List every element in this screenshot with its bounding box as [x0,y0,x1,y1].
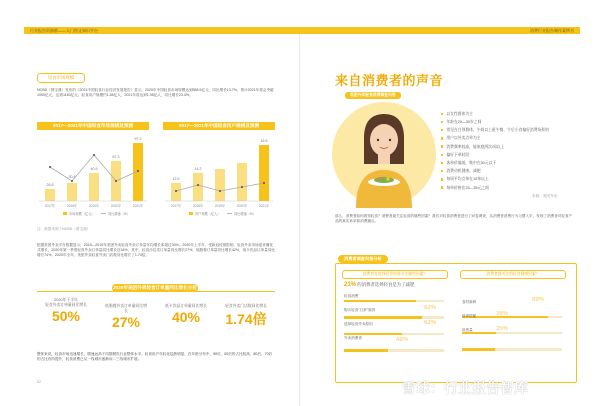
chart2-xtick: 2019年 [214,204,226,208]
stat-value: 50% [51,308,81,324]
q1-item-label: 购买轻食“日常”原因 [344,308,376,312]
profile-item: 以女性群体为主 [441,110,571,118]
consumer-profile-list [441,110,571,192]
header-right-label: 消费行业报告制作案例书 [530,28,574,33]
chart2-legend: 同比增速（%） [234,212,256,216]
stat-text: 轻食外卖订单量同比增长 [45,303,87,307]
stat-text: 轻食外卖门店数同比增长 [225,304,267,308]
chart2-xtick: 2018年 [192,204,204,208]
q2-item-label: 营养搭配 [462,314,477,318]
q2-pct: 89% [532,297,545,303]
chart1-xtick: 2021年 [132,204,144,208]
q2-item-label: 低热量 [462,328,473,332]
chart2-label: 14.2 [194,167,202,171]
stat-text: 低卡饮品订单量同比增长 [165,304,207,308]
chart1-legend: 市场规模（亿元） [69,212,95,216]
chart2-bar [237,163,247,201]
survey-analysis-label: 消费者调查问卷分析 [344,256,382,261]
chart2-title: 2017—2021年中国轻食用户规模及预测 [163,122,275,130]
stat-card [217,304,275,329]
chart1-xtick: 2020年 [110,204,122,208]
q2-bar [462,348,562,350]
profile-item: 偏好下单时段 [441,151,571,159]
profile-item: 每周平均点单在10单以上 [441,175,571,183]
q1-item-label: 选择轻食外卖原因 [344,322,373,326]
q1-lead-text: 的消费者选择轻食是为了减肥 [357,282,415,287]
q2-item-label: 食材新鲜 [462,300,477,304]
chart2-bar [215,169,225,201]
q1-item-label: 外卖消费者 [344,336,362,340]
chart1-bar [67,183,77,201]
profile-item: 年龄在20—30岁之间 [441,118,571,126]
chart1-label: 26.8 [46,183,54,187]
stats-title: 2020年美团外卖轻食订单量同比增长分析 [113,285,197,290]
chart1-title: 2017—2021年中国轻食市场规模及预测 [37,122,149,130]
q1-item-label: 轻食消费 [344,294,359,298]
profile-item: 消费动机健康、减肥 [441,167,571,175]
q1-title-box [342,270,448,279]
right-body-paragraph: 那么，消费者如何看待轻食？消费者最关注轻食的哪些因素？我们对轻食消费者进行了问卷调查，从消费者消费行为习惯入手，发现了消费者对轻食产品的真实诉求和消费痛点。 [335,214,573,223]
intro-paragraph: NCBD（餐宝典）发布的《2021中国轻食行业经济发展报告》显示，2020年中国轻食市场规模达到958.5亿元，同比增长13.7%，预计2021年将会突破1000亿元，达到1163亿元。轻食用户规模约1.58亿人，2021年将达到1.95亿人，同比增长23.4%。 [37,88,274,97]
chart1-label: 40.5 [90,167,98,171]
stat-card [37,298,95,324]
profile-item: 常见在白领群体，午间以上班午餐、午后小食偏好消费场景的 [441,126,571,134]
q1-pct: 62% [424,320,437,326]
q1-bar [344,300,444,302]
q2-bar-fill [462,348,495,350]
chart1-bar [89,173,99,201]
header-left-bar [24,27,304,34]
chart1-xtick: 2019年 [88,204,100,208]
stat-card [157,304,215,325]
page-number: 52 [37,380,41,384]
chart1-label: 30.4 [68,175,76,179]
stat-value: 1.74倍 [225,311,267,327]
stat-head: 2020年下半年 [54,298,78,302]
page-fold [299,34,301,406]
q2-title: 消费者最关注的轻食健康因素？ [486,272,540,276]
chart2 [163,133,275,221]
stat-card [97,304,155,330]
q1-pct: 82% [424,305,437,311]
q1-bar-fill [344,300,416,302]
body-paragraph-2: 根据美团外卖平台数据显示，2015—2019年美团外卖轻食外卖订单量年均增长率超过30%。2020年上半年，受新冠疫情影响，轻食外卖市场迎来爆发式增长，2020年第一季度轻食外卖订单量同比增长近34%，其中，轻食沙拉类订单量同比增长27%，低脂餐订单量同比增长42%，低卡饮品订单量同比增长74%。2020年全年，美团外卖轻食外卖门店数同比增长了1.74倍。 [37,243,276,257]
q2-bar [462,332,562,334]
stats-panel [37,291,275,346]
profile-item: 客单价偏低，集中在30元以下 [441,159,571,167]
chart2-legend: 用户规模（亿人） [195,212,221,216]
chart2-bar [193,173,203,201]
chart1 [37,133,149,221]
q1-bar-fill [344,349,388,351]
q2-pct: 35% [496,326,509,332]
chart1-xtick: 2017年 [44,204,56,208]
q1-bar [344,333,444,335]
q1-lead [344,282,414,288]
survey-subtitle-text: 美团外卖轻食消费调查问卷 [350,93,396,97]
closing-paragraph: 整体来说，轻食市场迅速增长，增速远高于同期餐饮行业整体水平。轻食用户年轻化趋势明显，在年龄分布中，90后、00后的占比较高，80后、70后的占比有所提升，轻食消费已从一线城市逐渐向二三线城市扩展。 [37,352,273,361]
chart-source-note: 注：数据来源于NCBD（餐宝典） [37,227,91,231]
q1-bar [344,349,444,351]
chart2-xtick: 2017年 [170,204,182,208]
chart1-xtick: 2018年 [66,204,78,208]
header-right-bar [300,27,580,34]
profile-item: 用户以外卖点单为主 [441,134,571,142]
q1-bar-fill [344,316,422,318]
section-pill: 轻食市场规模 [37,73,85,83]
q1-title: 消费者在选择轻食时最关注哪些因素？ [362,272,428,276]
chart1-bar [45,189,55,201]
chart2-label: 12.5 [172,177,180,181]
profile-caption: 来源：美团外卖 [532,194,558,198]
q2-bar [462,316,562,318]
chart2-bar [259,145,269,201]
q1-pct: 48% [396,337,409,343]
profile-item: 每单价格在25—35元之间 [441,184,571,192]
survey-panel [335,263,577,383]
q1-bar-fill [344,333,402,335]
stat-value: 40% [171,309,201,325]
stat-text: 低脂餐外卖订单量同比增长 [105,304,147,313]
chart1-label: 97.3 [134,137,142,141]
header-left-label: 行业报告资源群——人门图文知识平台 [30,28,98,33]
q2-title-box [460,270,566,279]
q2-pct: 36% [496,311,509,317]
consumer-illustration [330,100,438,208]
right-page-title: 来自消费者的声音 [335,73,444,88]
chart2-label: 16.5 [260,139,268,143]
chart2-xtick: 2021年 [258,204,270,208]
survey-subtitle-pill [345,92,401,99]
survey-analysis-pill [338,255,388,263]
chart2-xtick: 2020年 [236,204,248,208]
profile-item: 消费频率较高，能家庭两次/周以上 [441,143,571,151]
chart1-legend: 同比增速（%） [108,212,130,216]
chart1-label: 67.3 [112,155,120,159]
stat-value: 27% [111,314,141,330]
q1-lead-pct: 21% [344,282,357,288]
watermark: 雪球：行业报告智库 [402,380,528,396]
q1-bar [344,316,444,318]
